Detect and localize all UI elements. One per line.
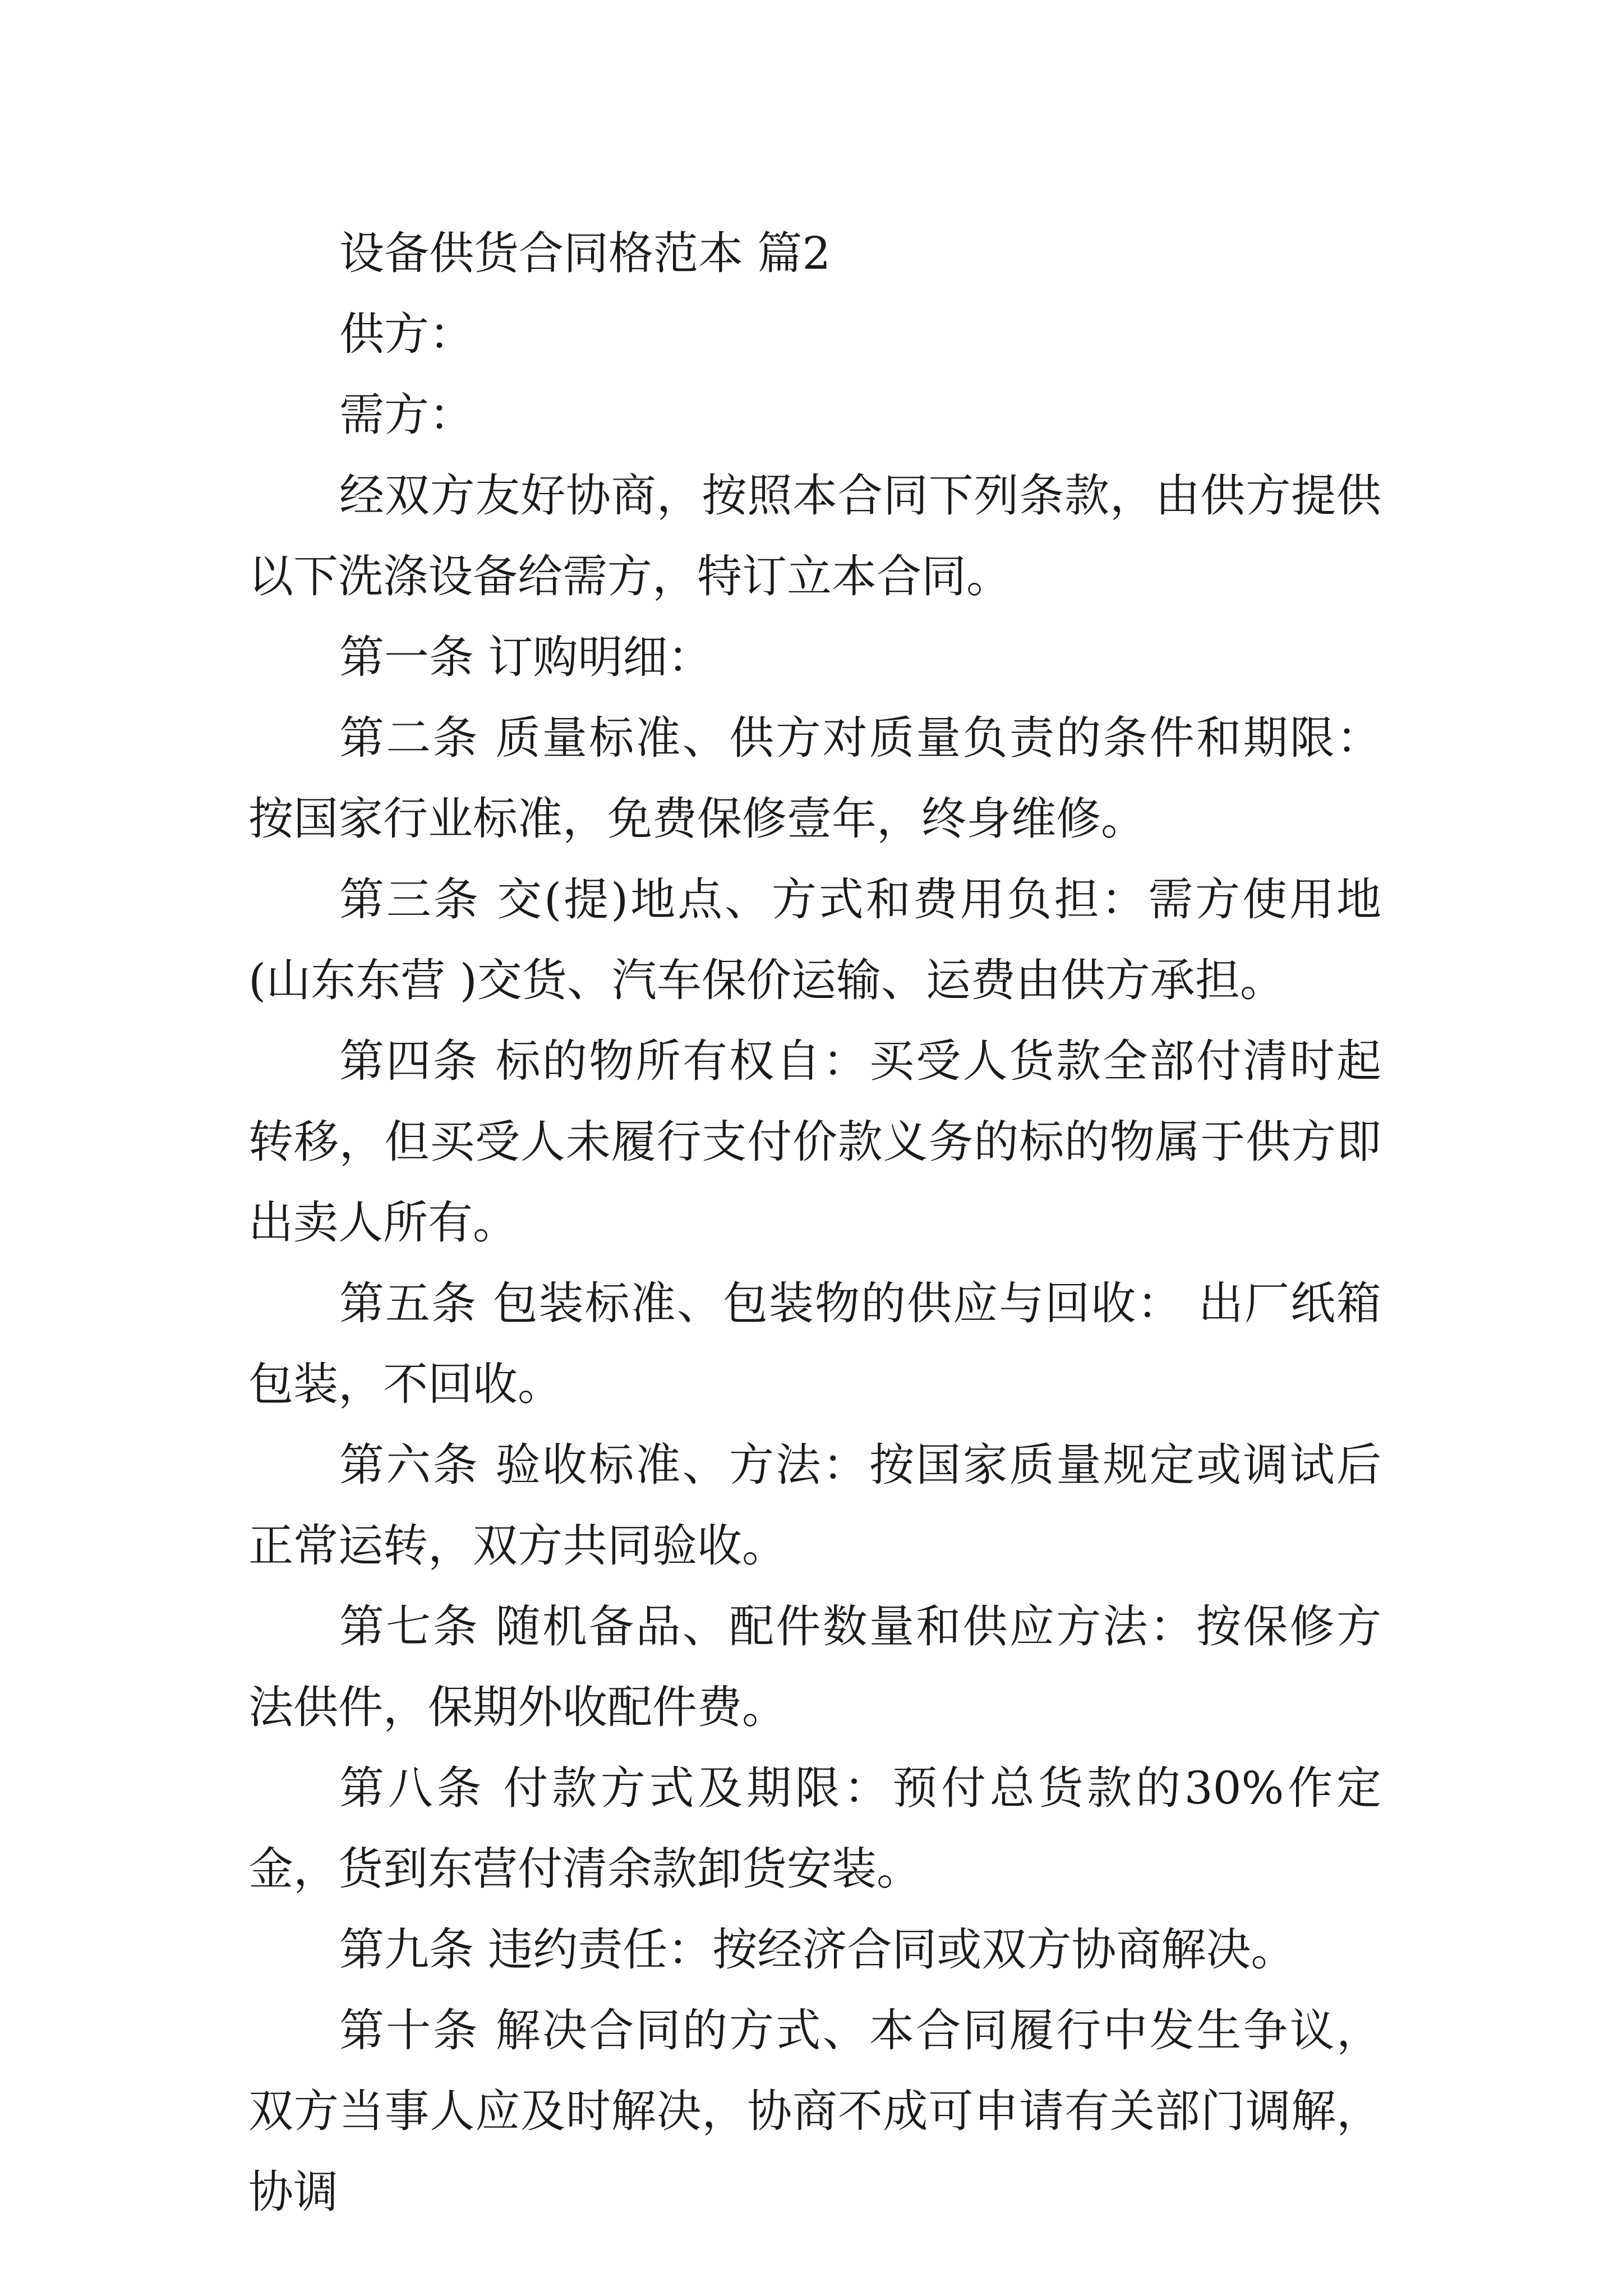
article-8: 第八条 付款方式及期限：预付总货款的30%作定金，货到东营付清余款卸货安装。 [248, 1762, 1381, 1895]
document-title: 设备供货合同格范本 篇2 [339, 227, 831, 279]
supplier-label: 供方： [339, 308, 474, 360]
intro-paragraph: 经双方友好协商，按照本合同下列条款，由供方提供以下洗涤设备给需方，特订立本合同。 [248, 470, 1381, 602]
article-7: 第七条 随机备品、配件数量和供应方法：按保修方法供件，保期外收配件费。 [248, 1600, 1381, 1733]
article-9: 第九条 违约责任：按经济合同或双方协商解决。 [339, 1924, 1296, 1976]
document-body [248, 213, 1381, 2233]
buyer-label: 需方： [339, 389, 474, 441]
article-5: 第五条 包装标准、包装物的供应与回收： 出厂纸箱包装，不回收。 [248, 1277, 1381, 1410]
article-4: 第四条 标的物所有权自：买受人货款全部付清时起转移，但买受人未履行支付价款义务的标的物属于供方即出卖人所有。 [248, 1035, 1381, 1249]
article-1: 第一条 订购明细： [339, 631, 713, 683]
article-2: 第二条 质量标准、供方对质量负责的条件和期限：按国家行业标准，免费保修壹年，终身维修。 [248, 712, 1381, 845]
article-10: 第十条 解决合同的方式、本合同履行中发生争议，双方当事人应及时解决，协商不成可申请有关部门调解，协调 [248, 2004, 1381, 2218]
article-3: 第三条 交(提)地点、方式和费用负担：需方使用地(山东东营 )交货、汽车保价运输、运费由供方承担。 [248, 873, 1381, 1006]
article-6: 第六条 验收标准、方法：按国家质量规定或调试后正常运转，双方共同验收。 [248, 1439, 1381, 1572]
